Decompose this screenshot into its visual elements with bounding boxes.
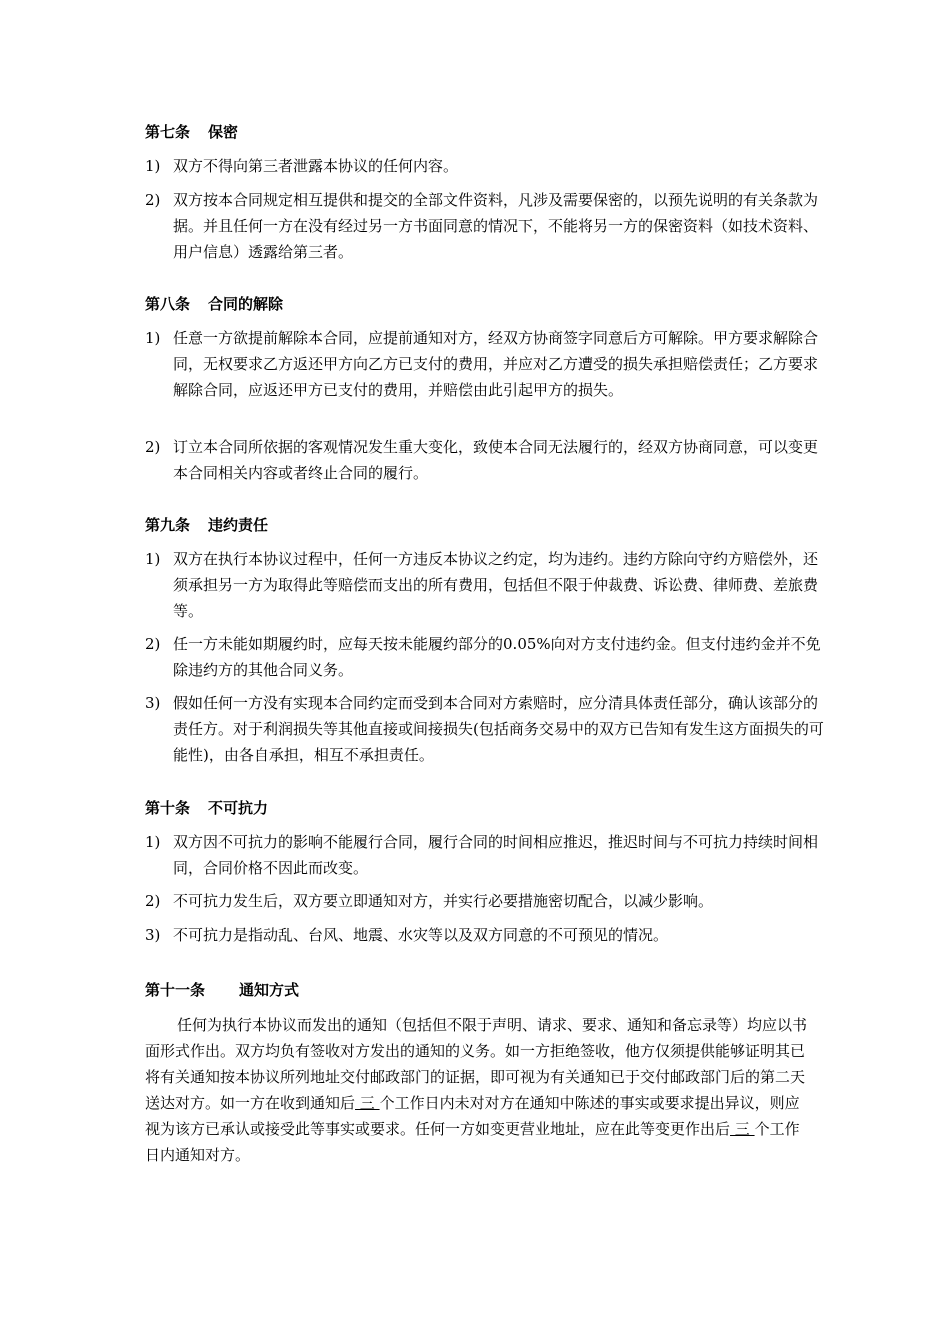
- item-number: 2): [145, 438, 161, 456]
- item-text: 不可抗力发生后，双方要立即通知对方，并实行必要措施密切配合，以减少影响。: [173, 892, 714, 910]
- item-text: 双方在执行本协议过程中，任何一方违反本协议之约定，均为违约。违约方除向守约方赔偿外，还须承担另一方为取得此等赔偿而支出的所有费用，包括但不限于仲裁费、诉讼费、律师费、差旅费等。: [173, 550, 819, 620]
- item-number: 2): [145, 635, 161, 653]
- item-number: 2): [145, 191, 161, 209]
- list-item: [145, 153, 825, 179]
- section-number: 第十一条: [145, 981, 206, 999]
- list-item: [145, 829, 825, 881]
- item-number: 1): [145, 550, 161, 568]
- item-text: 双方因不可抗力的影响不能履行合同，履行合同的时间相应推迟，推迟时间与不可抗力持续时间相同，合同价格不因此而改变。: [173, 833, 819, 877]
- list-item: [145, 888, 825, 914]
- list-item: [145, 546, 825, 624]
- section-heading-10: [145, 797, 268, 819]
- item-number: 2): [145, 892, 161, 910]
- working-days-value: 三: [355, 1094, 380, 1112]
- section-heading-8: [145, 293, 283, 315]
- item-text: 双方按本合同规定相互提供和提交的全部文件资料，凡涉及需要保密的，以预先说明的有关条款为据。并且任何一方在没有经过另一方书面同意的情况下，不能将另一方的保密资料（如技术资料、用户信息）透露给第三者。: [173, 191, 819, 261]
- section-number: 第八条: [145, 295, 191, 313]
- section-title: 通知方式: [239, 981, 300, 999]
- item-text: 任意一方欲提前解除本合同，应提前通知对方，经双方协商签字同意后方可解除。甲方要求解除合同，无权要求乙方返还甲方向乙方已支付的费用，并应对乙方遭受的损失承担赔偿责任；乙方要求解除合同，应返还甲方已支付的费用，并赔偿由此引起甲方的损失。: [173, 329, 819, 399]
- item-text: 不可抗力是指动乱、台风、地震、水灾等以及双方同意的不可预见的情况。: [173, 926, 669, 944]
- section-number: 第十条: [145, 799, 191, 817]
- item-number: 1): [145, 157, 161, 175]
- paragraph-text: 个工作日内未对对方在通知中陈述的事实或要求提出异议，则应视为该方已承认或接受此等事实或要求。任何一方如变更营业地址，应在此等变更作出后: [145, 1094, 800, 1138]
- list-item: [145, 187, 825, 265]
- section-title: 保密: [208, 123, 239, 141]
- item-number: 3): [145, 694, 161, 712]
- section-heading-7: [145, 121, 238, 143]
- list-item: [145, 325, 825, 403]
- notice-paragraph: [145, 1012, 810, 1168]
- working-days-value: 三: [730, 1120, 755, 1138]
- list-item: [145, 631, 825, 683]
- item-number: 1): [145, 329, 161, 347]
- list-item: [145, 922, 825, 948]
- item-number: 3): [145, 926, 161, 944]
- section-title: 合同的解除: [208, 295, 284, 313]
- section-heading-9: [145, 514, 268, 536]
- item-text: 订立本合同所依据的客观情况发生重大变化，致使本合同无法履行的，经双方协商同意，可以变更本合同相关内容或者终止合同的履行。: [173, 438, 819, 482]
- list-item: [145, 434, 825, 486]
- paragraph-text: 任何为执行本协议而发出的通知（包括但不限于声明、请求、要求、通知和备忘录等）均应以书面形式作出。双方均负有签收对方发出的通知的义务。如一方拒绝签收，他方仅须提供能够证明其已将有关通知按本协议所列地址交付邮政部门的证据，即可视为有关通知已于交付邮政部门后的第二天送达对方。如一方在收到通知后: [145, 1016, 808, 1112]
- item-text: 任一方未能如期履约时，应每天按未能履约部分的0.05%向对方支付违约金。但支付违约金并不免除违约方的其他合同义务。: [173, 635, 821, 679]
- section-heading-11: [145, 979, 299, 1001]
- section-title: 违约责任: [208, 516, 269, 534]
- list-item: [145, 690, 825, 768]
- item-text: 双方不得向第三者泄露本协议的任何内容。: [173, 157, 459, 175]
- paragraph-text: 个工作日内通知对方。: [145, 1120, 800, 1164]
- item-number: 1): [145, 833, 161, 851]
- section-number: 第九条: [145, 516, 191, 534]
- item-text: 假如任何一方没有实现本合同约定而受到本合同对方索赔时，应分清具体责任部分，确认该部分的责任方。对于利润损失等其他直接或间接损失(包括商务交易中的双方已告知有发生这方面损失的可能性)，由各自承担，相互不承担责任。: [173, 694, 824, 764]
- section-number: 第七条: [145, 123, 191, 141]
- section-title: 不可抗力: [208, 799, 269, 817]
